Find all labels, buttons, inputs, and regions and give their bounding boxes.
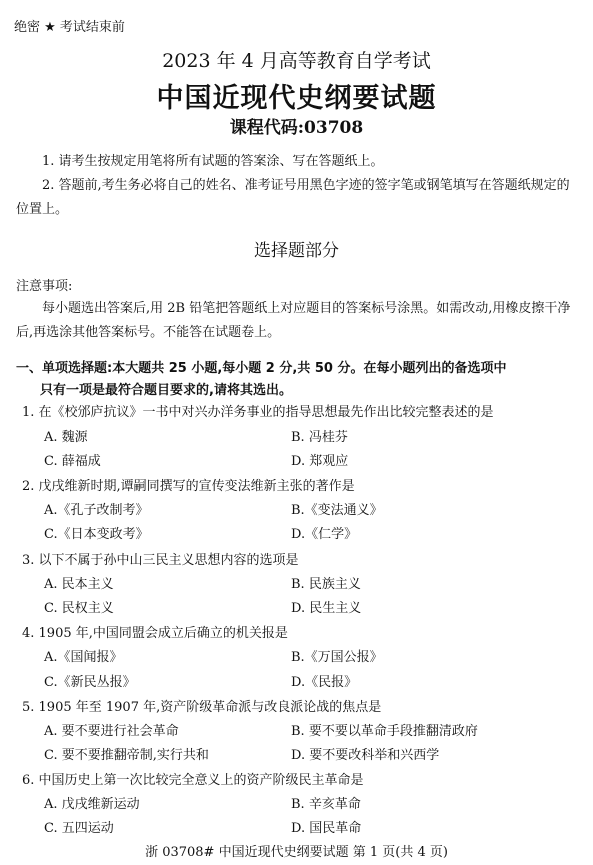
notice-text: 每小题选出答案后,用 2B 铅笔把答题纸上对应题目的答案标号涂黑。如需改动,用橡皮擦干净后,再选涂其他答案标号。不能答在试题卷上。 [16,301,571,340]
option-c: C. 民权主义 [44,601,114,616]
option-d: D.《民报》 [291,675,358,690]
part-heading-line-1: 一、单项选择题:本大题共 25 小题,每小题 2 分,共 50 分。在每小题列出的备选项中 [16,361,507,376]
page-footer: 浙 03708# 中国近现代史纲要试题 第 1 页(共 4 页) [145,845,448,860]
instruction-2: 2. 答题前,考生务必将自己的姓名、准考证号用黑色字迹的签字笔或钢笔填写在答题纸规定的位置上。 [16,178,570,217]
option-d: D.《仁学》 [291,527,358,542]
option-c: C. 五四运动 [44,821,114,836]
option-b: B. 辛亥革命 [291,797,361,812]
instruction-1: 1. 请考生按规定用笔将所有试题的答案涂、写在答题纸上。 [42,154,384,169]
option-b: B. 冯桂芬 [291,430,348,445]
option-d: D. 国民革命 [291,821,362,836]
subject-title: 中国近现代史纲要试题 [156,83,437,114]
option-b: B.《万国公报》 [291,650,383,665]
option-c: C.《新民丛报》 [44,675,136,690]
option-c: C.《日本变政考》 [44,527,149,542]
option-a: A. 民本主义 [44,577,114,592]
exam-title: 2023 年 4 月高等教育自学考试 [162,50,431,72]
question-stem: 6. 中国历史上第一次比较完全意义上的资产阶级民主革命是 [22,773,364,788]
option-a: A. 魏源 [44,430,88,445]
question-stem: 3. 以下不属于孙中山三民主义思想内容的选项是 [22,553,299,568]
option-c: C. 要不要推翻帝制,实行共和 [44,748,209,763]
option-b: B.《变法通义》 [291,503,383,518]
question-stem: 4. 1905 年,中国同盟会成立后确立的机关报是 [22,626,288,641]
part-heading-line-2: 只有一项是最符合题目要求的,请将其选出。 [40,383,292,398]
question-stem: 1. 在《校邠庐抗议》一书中对兴办洋务事业的指导思想最先作出比较完整表述的是 [22,405,494,420]
part-heading [16,358,506,402]
option-a: A.《国闻报》 [44,650,123,665]
option-a: A. 要不要进行社会革命 [44,724,179,739]
option-b: B. 要不要以革命手段推翻清政府 [291,724,478,739]
option-d: D. 要不要改科举和兴西学 [291,748,440,763]
option-d: D. 郑观应 [291,454,349,469]
notice-label: 注意事项: [16,279,73,294]
confidentiality-label: 绝密 ★ 考试结束前 [14,20,125,35]
option-d: D. 民生主义 [291,601,362,616]
question-stem: 2. 戊戌维新时期,谭嗣同撰写的宣传变法维新主张的著作是 [22,479,355,494]
question-stem: 5. 1905 年至 1907 年,资产阶级革命派与改良派论战的焦点是 [22,700,382,715]
option-c: C. 薛福成 [44,454,101,469]
option-a: A.《孔子改制考》 [44,503,149,518]
course-code: 课程代码:03708 [229,118,364,138]
option-b: B. 民族主义 [291,577,361,592]
section-title: 选择题部分 [254,241,339,261]
option-a: A. 戊戌维新运动 [44,797,140,812]
